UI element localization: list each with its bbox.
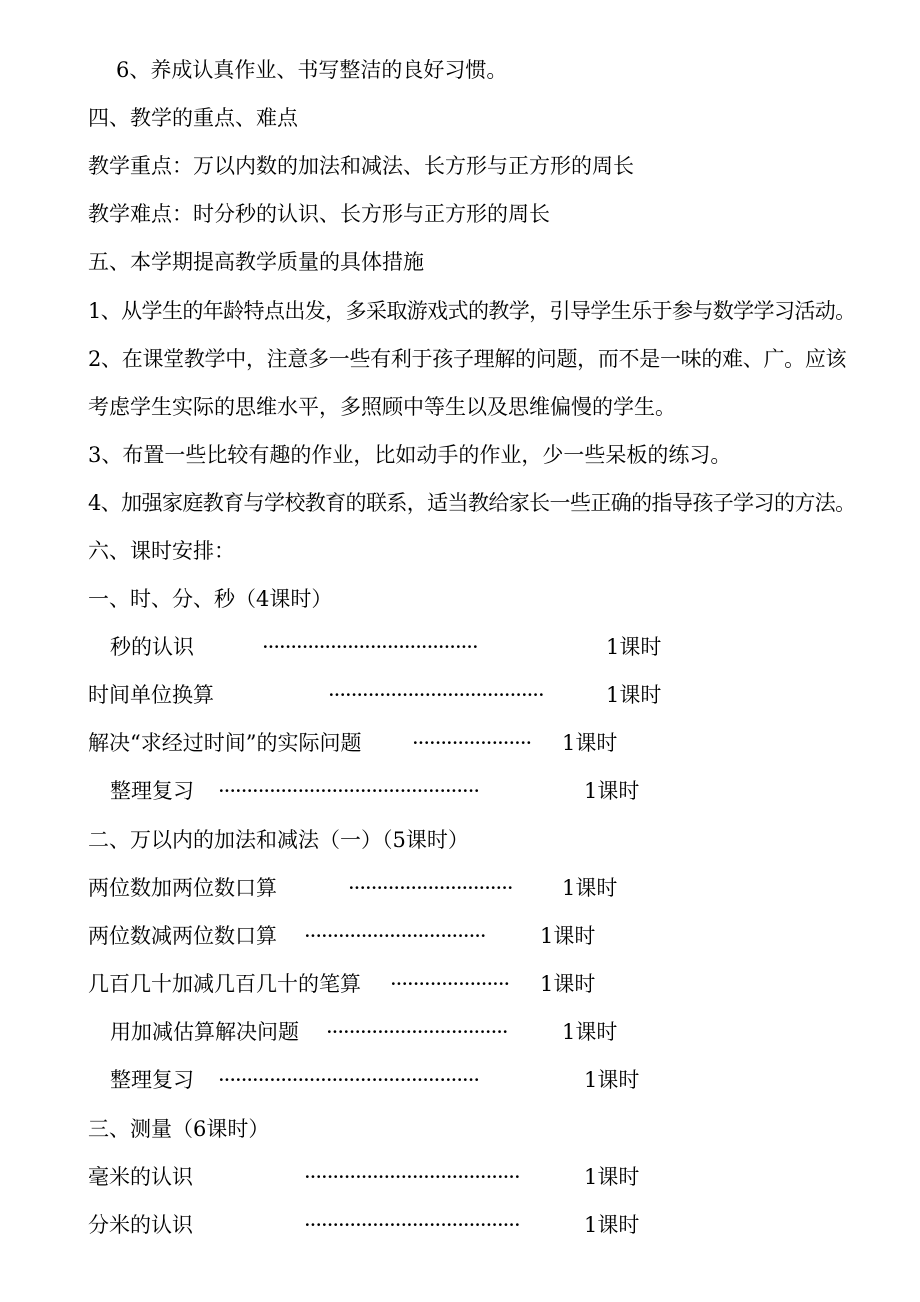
paragraph-key-focus: 教学重点：万以内数的加法和减法、长方形与正方形的周长 xyxy=(88,154,634,178)
lesson-leader-dots: ······································ xyxy=(304,1213,520,1237)
unit-heading: 二、万以内的加法和减法（一）（5课时） xyxy=(88,828,469,852)
paragraph-habit: 6、养成认真作业、书写整洁的良好习惯。 xyxy=(116,58,508,82)
lesson-label: 两位数加两位数口算 xyxy=(88,876,277,900)
lesson-label: 秒的认识 xyxy=(110,635,194,659)
lesson-hours: 1课时 xyxy=(606,683,662,707)
section-heading-schedule: 六、课时安排： xyxy=(88,539,235,563)
lesson-label: 整理复习 xyxy=(110,1068,194,1092)
lesson-label: 用加减估算解决问题 xyxy=(110,1020,299,1044)
section-heading-measures: 五、本学期提高教学质量的具体措施 xyxy=(88,250,424,274)
lesson-leader-dots: ····················· xyxy=(412,731,532,755)
lesson-leader-dots: ································ xyxy=(326,1020,508,1044)
lesson-leader-dots: ····················· xyxy=(390,972,510,996)
paragraph-measure-3: 3、布置一些比较有趣的作业，比如动手的作业，少一些呆板的练习。 xyxy=(88,443,732,467)
lesson-hours: 1课时 xyxy=(540,972,596,996)
lesson-leader-dots: ······································ xyxy=(328,683,544,707)
lesson-hours: 1课时 xyxy=(584,1213,640,1237)
lesson-leader-dots: ······································ xyxy=(304,1165,520,1189)
lesson-hours: 1课时 xyxy=(584,1068,640,1092)
lesson-label: 解决“求经过时间”的实际问题 xyxy=(88,731,362,755)
paragraph-measure-4: 4、加强家庭教育与学校教育的联系，适当教给家长一些正确的指导孩子学习的方法。 xyxy=(88,491,856,515)
paragraph-measure-2: 2、在课堂教学中，注意多一些有利于孩子理解的问题，而不是一味的难、广。应该 xyxy=(88,347,847,371)
lesson-hours: 1课时 xyxy=(562,1020,618,1044)
lesson-leader-dots: ·············································· xyxy=(218,779,480,803)
lesson-leader-dots: ································ xyxy=(304,924,486,948)
lesson-hours: 1课时 xyxy=(584,1165,640,1189)
lesson-leader-dots: ······································ xyxy=(262,635,478,659)
lesson-label: 毫米的认识 xyxy=(88,1165,193,1189)
lesson-hours: 1课时 xyxy=(584,779,640,803)
lesson-label: 两位数减两位数口算 xyxy=(88,924,277,948)
lesson-hours: 1课时 xyxy=(562,731,618,755)
lesson-hours: 1课时 xyxy=(562,876,618,900)
section-heading-key-points: 四、教学的重点、难点 xyxy=(88,106,298,130)
paragraph-measure-1: 1、从学生的年龄特点出发，多采取游戏式的教学，引导学生乐于参与数学学习活动。 xyxy=(88,299,856,323)
lesson-hours: 1课时 xyxy=(540,924,596,948)
lesson-label: 几百几十加减几百几十的笔算 xyxy=(88,972,361,996)
lesson-leader-dots: ·············································· xyxy=(218,1068,480,1092)
lesson-label: 整理复习 xyxy=(110,779,194,803)
unit-heading: 三、测量（6课时） xyxy=(88,1117,270,1141)
paragraph-key-difficulty: 教学难点：时分秒的认识、长方形与正方形的周长 xyxy=(88,202,550,226)
paragraph-measure-2-cont: 考虑学生实际的思维水平，多照顾中等生以及思维偏慢的学生。 xyxy=(88,395,676,419)
unit-heading: 一、时、分、秒（4课时） xyxy=(88,587,333,611)
lesson-leader-dots: ····························· xyxy=(348,876,513,900)
lesson-hours: 1课时 xyxy=(606,635,662,659)
lesson-label: 时间单位换算 xyxy=(88,683,214,707)
lesson-label: 分米的认识 xyxy=(88,1213,193,1237)
